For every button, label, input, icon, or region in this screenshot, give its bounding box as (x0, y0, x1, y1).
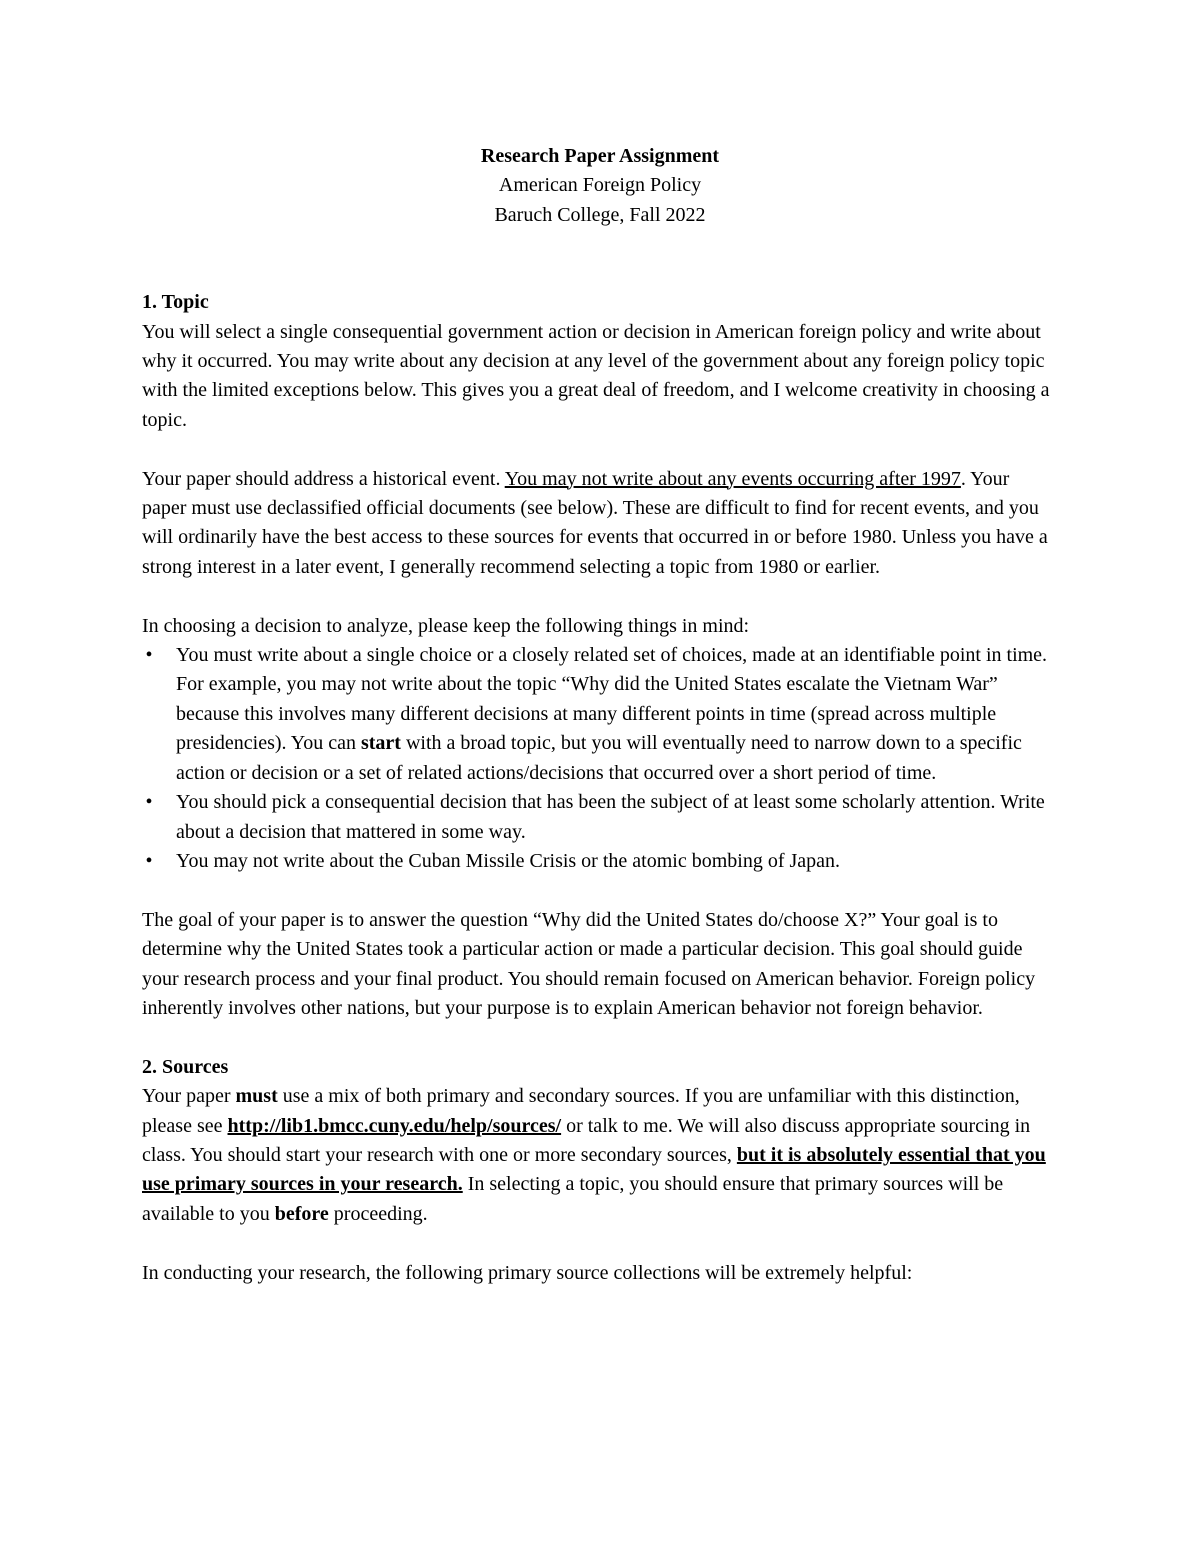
course-name: American Foreign Policy (498, 174, 702, 197)
document-page (142, 142, 1058, 1288)
list-item (142, 788, 1058, 847)
sources-paragraph-2: In conducting your research, the following primary source collections will be extremely helpful: (142, 1261, 913, 1284)
text-run: proceeding. (328, 1202, 428, 1225)
bold-word: start (360, 732, 401, 755)
section-heading-sources: 2. Sources (142, 1055, 229, 1078)
guidelines-list (142, 641, 1058, 876)
text-run: Your paper should address a historical event. (142, 467, 505, 490)
bullet-icon: • (145, 644, 153, 667)
bullet-icon: • (145, 849, 153, 872)
text-run: In selecting a topic, you should ensure that primary sources will be available to you (142, 1173, 1004, 1225)
text-run: You must write about a single choice or a closely related set of choices, made at an identifiable point in time. For example, you may not write about the topic “Why did the United States escalate the Vietnam War” because this involves many different decisions at many different points in time (spread across multiple presidencies). You can (176, 644, 1048, 755)
topic-paragraph-1: You will select a single consequential government action or decision in American foreign policy and write about why it occurred. You may write about any decision at any level of the government about any foreign policy topic with the limited exceptions below. This gives you a great deal of freedom, and I welcome creativity in choosing a topic. (142, 320, 1050, 431)
sources-paragraph-1 (142, 1082, 1058, 1229)
school-term: Baruch College, Fall 2022 (494, 203, 706, 226)
text-run: Your paper (142, 1085, 236, 1108)
topic-paragraph-4: The goal of your paper is to answer the question “Why did the United States do/choose X?” Your goal is to determine why the United States took a particular action or made a particular decision. This goal should guide your research process and your final product. You should remain focused on American behavior. Foreign policy inherently involves other nations, but your purpose is to explain American behavior not foreign behavior. (142, 908, 1036, 1019)
bullet-icon: • (145, 791, 153, 814)
bold-word: before (274, 1202, 329, 1225)
bold-word: must (235, 1085, 278, 1108)
text-run: or talk to me. We will also discuss appropriate sourcing in class. You should start your research with one or more secondary sources, (142, 1114, 1031, 1166)
section-heading-topic: 1. Topic (142, 291, 209, 314)
section-sources (142, 1053, 1058, 1288)
text-run: with a broad topic, but you will eventually need to narrow down to a specific action or decision or a set of related actions/decisions that occurred over a short period of time. (176, 732, 1022, 784)
text-run: use a mix of both primary and secondary sources. If you are unfamiliar with this distinction, please see (142, 1085, 1020, 1137)
document-title: Research Paper Assignment (480, 145, 720, 167)
list-item (142, 641, 1058, 788)
topic-paragraph-3: In choosing a decision to analyze, please keep the following things in mind: (142, 614, 750, 637)
document-header (142, 142, 1058, 230)
list-item (142, 847, 1058, 876)
text-run: You may not write about the Cuban Missile Crisis or the atomic bombing of Japan. (176, 849, 841, 872)
topic-paragraph-2 (142, 465, 1058, 583)
underlined-restriction: You may not write about any events occurring after 1997 (504, 467, 961, 490)
sources-help-link[interactable]: http://lib1.bmcc.cuny.edu/help/sources/ (227, 1114, 562, 1137)
section-topic (142, 288, 1058, 1023)
emphasis-primary-sources: but it is absolutely essential that you use primary sources in your research. (142, 1143, 1046, 1196)
text-run: You should pick a consequential decision that has been the subject of at least some scholarly attention. Write about a decision that mattered in some way. (176, 791, 1045, 843)
text-run: . Your paper must use declassified official documents (see below). These are difficult to find for recent events, and you will ordinarily have the best access to these sources for events that occurred in or before 1980. Unless you have a strong interest in a later event, I generally recommend selecting a topic from 1980 or earlier. (142, 467, 1048, 578)
